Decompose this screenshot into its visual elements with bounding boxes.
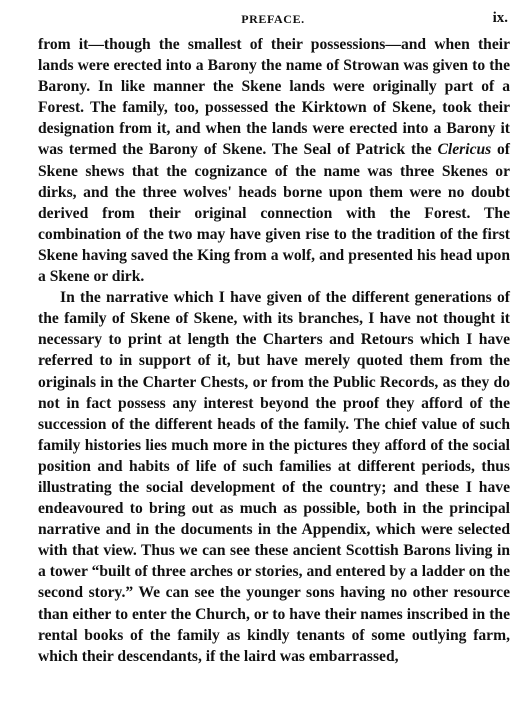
paragraph-2: In the narrative which I have given of the different generations of the family of Skene of Skene, with its branches, I have not thought it necessary to print at length the Charters and Retours which I have referred to in support of it, but have merely quoted them from the originals in the Charter Chests, or from the Public Records, as they do not in fact possess any interest beyond the proof they afford of the succession of the different heads of the family. The chief value of such family histories lies much more in the pictures they afford of the social position and habits of life of such families at different periods, thus illustrating the social development of the country; and these I have endeavoured to bring out as much as possible, both in the principal narrative and in the documents in the Appendix, which were selected with that view. Thus we can see these ancient Scottish Barons living in a tower “built of three arches or stories, and entered by a ladder on the second story.” We can see the younger sons having no other resource than either to enter the Church, or to have their names inscribed in the rental books of the family as kindly tenants of some outlying farm, which their descendants, if the laird was embarrassed, — [38, 289, 510, 665]
paragraph-1-text-end: of Skene shews that the cognizance of the name was three Skenes or dirks, and the three wolves' heads borne upon them were no doubt derived from their original connection with the Forest. The combination of the two may have given rise to the tradition of the first Skene having saved the King from a wolf, and presented his head upon a Skene or dirk. — [38, 141, 511, 286]
running-title: PREFACE. — [241, 12, 305, 26]
running-header — [38, 10, 508, 30]
paragraph-1 — [38, 34, 510, 287]
paragraph-1-text-start: from it—though the smallest of their possessions—and when their lands were erected into a Barony the name of Strowan was given to the Barony. In like manner the Skene lands were originally part of a Forest. The family, too, possessed the Kirktown of Skene, took their designation from it, and when the lands were erected into a Barony it was termed the Barony of Skene. The Seal of Patrick the — [38, 36, 510, 159]
italic-term-clericus: Clericus — [437, 141, 492, 159]
body-text — [38, 34, 510, 667]
page-number: ix. — [492, 10, 508, 26]
